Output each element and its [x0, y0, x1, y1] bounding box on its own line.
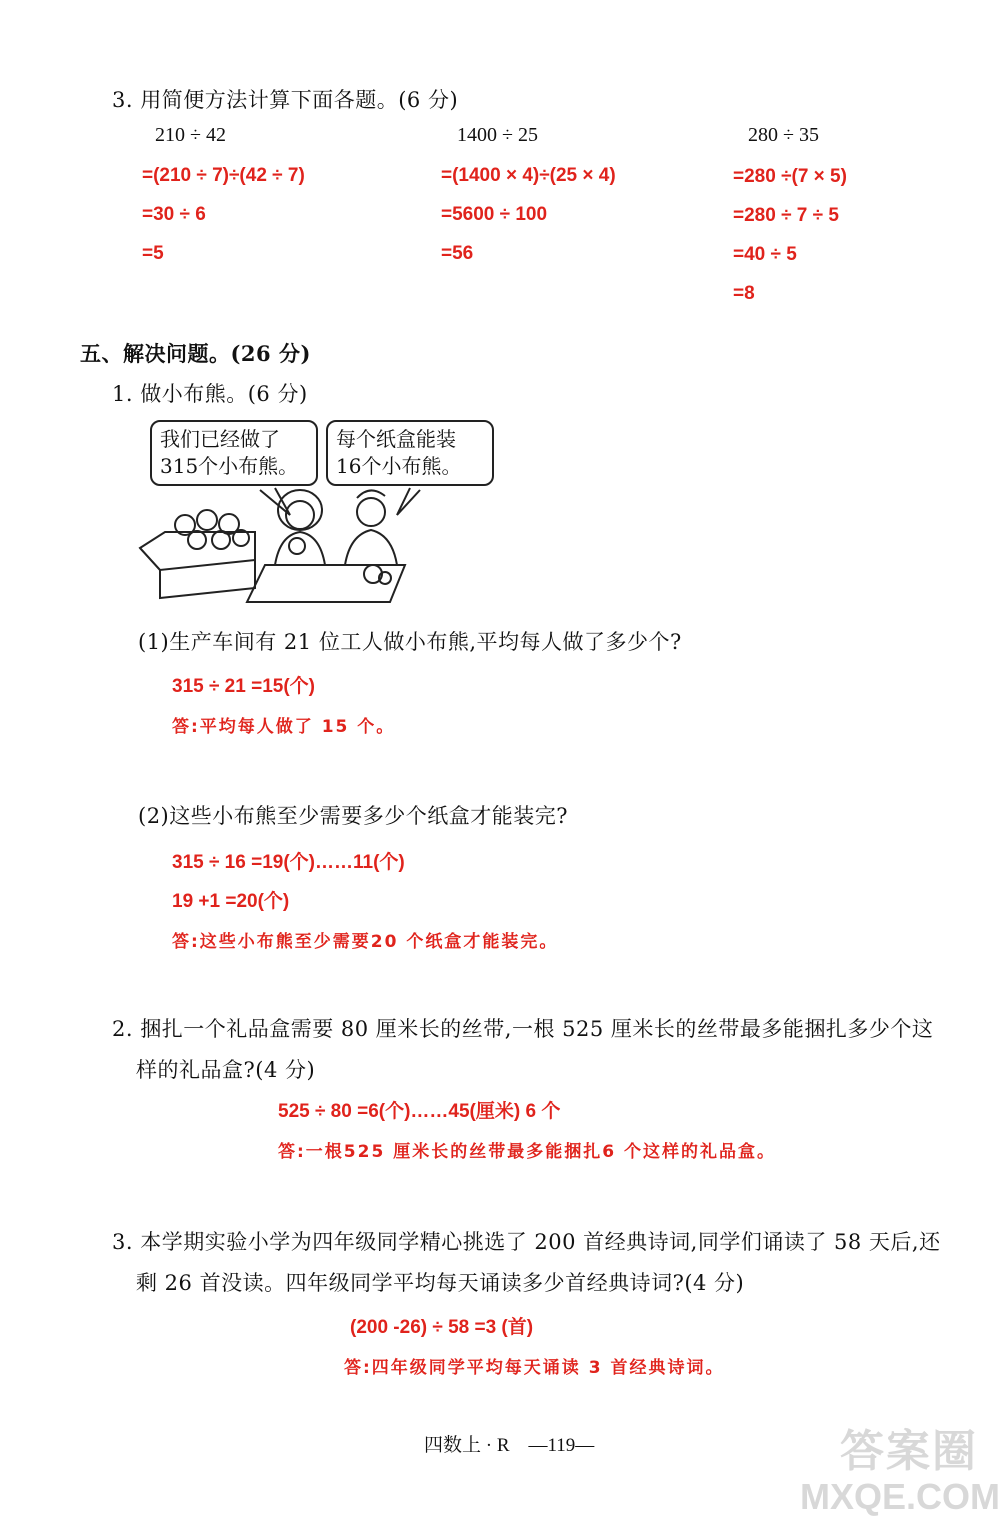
- work-line: (200 -26) ÷ 58 =3 (首): [350, 1317, 534, 1338]
- work-line: 19 +1 =20(个): [172, 891, 290, 912]
- expression-col1: 210 ÷ 42: [155, 124, 226, 146]
- expression-col2: 1400 ÷ 25: [457, 124, 538, 146]
- work-line: =(1400 × 4)÷(25 × 4): [441, 165, 616, 186]
- section-heading: 五、解决问题。(26 分): [80, 341, 311, 366]
- work-line: =(210 ÷ 7)÷(42 ÷ 7): [142, 165, 305, 186]
- work-line: =280 ÷ 7 ÷ 5: [733, 205, 839, 226]
- sub-question-2: (2)这些小布熊至少需要多少个纸盒才能装完?: [138, 804, 569, 828]
- work-line: =280 ÷(7 × 5): [733, 166, 847, 187]
- speech-bubble-right: 每个纸盒能装 16个小布熊。: [326, 420, 494, 486]
- sub-question-1: (1)生产车间有 21 位工人做小布熊,平均每人做了多少个?: [138, 630, 682, 654]
- question-5-1-title: 1. 做小布熊。(6 分): [112, 382, 308, 406]
- work-line: =5: [142, 243, 164, 264]
- work-line: =30 ÷ 6: [142, 204, 206, 225]
- question-5-3-line2: 剩 26 首没读。四年级同学平均每天诵读多少首经典诗词?(4 分): [136, 1271, 745, 1295]
- work-line: =56: [441, 243, 474, 264]
- watermark-logo: 答案圈: [840, 1427, 978, 1476]
- answer-line: 答:这些小布熊至少需要20 个纸盒才能装完。: [172, 932, 559, 952]
- watermark-url: MXQE.COM: [800, 1476, 1000, 1517]
- work-line: 315 ÷ 16 =19(个)……11(个): [172, 852, 405, 873]
- answer-line: 答:平均每人做了 15 个。: [172, 717, 396, 737]
- answer-line: 答:一根525 厘米长的丝带最多能捆扎6 个这样的礼品盒。: [278, 1142, 776, 1162]
- workers-illustration: [135, 470, 475, 610]
- expression-col3: 280 ÷ 35: [748, 124, 819, 146]
- work-line: =40 ÷ 5: [733, 244, 797, 265]
- work-line: 315 ÷ 21 =15(个): [172, 676, 315, 697]
- answer-line: 答:四年级同学平均每天诵读 3 首经典诗词。: [344, 1358, 725, 1378]
- question-5-2-line2: 样的礼品盒?(4 分): [136, 1058, 316, 1082]
- question-5-3-line1: 3. 本学期实验小学为四年级同学精心挑选了 200 首经典诗词,同学们诵读了 58 天后,还: [112, 1230, 941, 1254]
- work-line: =5600 ÷ 100: [441, 204, 548, 225]
- work-line: 525 ÷ 80 =6(个)……45(厘米) 6 个: [278, 1101, 561, 1122]
- question-4-3-title: 3. 用简便方法计算下面各题。(6 分): [112, 88, 459, 112]
- page-footer: 四数上 · R —119—: [424, 1435, 595, 1456]
- speech-bubble-left: 我们已经做了 315个小布熊。: [150, 420, 318, 486]
- question-5-2-line1: 2. 捆扎一个礼品盒需要 80 厘米长的丝带,一根 525 厘米长的丝带最多能捆扎多少个这: [112, 1017, 934, 1041]
- work-line: =8: [733, 283, 755, 304]
